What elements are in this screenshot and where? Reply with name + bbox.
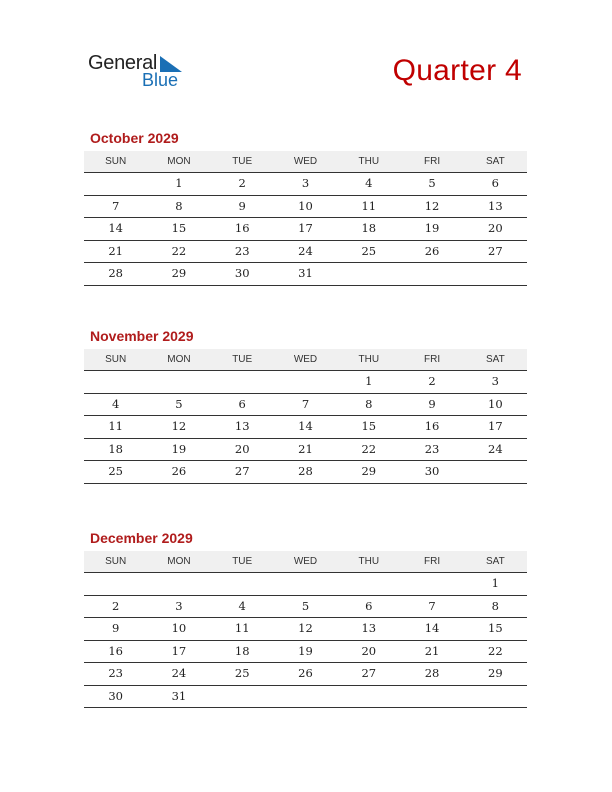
- day-cell: 26: [171, 464, 187, 478]
- day-cell: [274, 686, 337, 708]
- logo-word-blue: Blue: [142, 70, 179, 90]
- day-cell: 15: [361, 419, 377, 433]
- day-cell: [337, 263, 400, 285]
- day-cell: 1: [491, 576, 499, 590]
- day-cell: 14: [108, 221, 123, 235]
- weekday-label: THU: [358, 556, 380, 567]
- day-cell: 10: [298, 198, 313, 213]
- weekday-label: SUN: [105, 354, 127, 365]
- day-cell: [337, 573, 400, 595]
- day-cell: 23: [424, 441, 440, 456]
- day-cell: 30: [108, 688, 123, 703]
- weekday-label: FRI: [423, 156, 441, 167]
- day-cell: 11: [361, 198, 377, 213]
- week-row: [84, 618, 527, 641]
- day-cell: 16: [234, 221, 250, 235]
- day-cell: 26: [424, 243, 440, 258]
- day-cell: 30: [234, 266, 250, 280]
- day-cell: 7: [428, 598, 436, 613]
- day-cell: 13: [361, 621, 377, 635]
- weekday-label: MON: [167, 354, 191, 365]
- day-cell: 2: [238, 176, 246, 190]
- day-cell: 19: [298, 643, 313, 658]
- weekday-label: MON: [167, 556, 191, 567]
- day-cell: 9: [111, 621, 120, 635]
- week-row: [84, 439, 527, 462]
- week-row: [84, 196, 527, 219]
- day-cell: 20: [234, 441, 250, 456]
- day-cell: 10: [171, 621, 187, 635]
- day-cell: [337, 686, 400, 708]
- day-cell: 17: [171, 643, 187, 658]
- week-row: [84, 173, 527, 196]
- day-cell: 25: [234, 666, 250, 680]
- week-row: [84, 263, 527, 286]
- day-cell: 12: [424, 198, 440, 213]
- day-cell: 27: [361, 666, 377, 680]
- day-cell: 29: [171, 266, 187, 280]
- day-cell: [84, 573, 147, 595]
- day-cell: 25: [361, 243, 377, 258]
- day-cell: 3: [301, 176, 310, 190]
- day-cell: 7: [111, 198, 120, 213]
- day-cell: 13: [488, 198, 503, 213]
- day-cell: 1: [365, 374, 373, 388]
- day-cell: 31: [171, 688, 187, 703]
- day-cell: 22: [171, 243, 187, 258]
- day-cell: [211, 573, 274, 595]
- quarter-title: Quarter 4: [392, 54, 522, 87]
- weekday-label: SUN: [105, 556, 127, 567]
- day-cell: 4: [238, 598, 246, 613]
- weekday-label: WED: [293, 156, 318, 167]
- week-row: [84, 218, 527, 241]
- day-cell: 12: [171, 419, 187, 433]
- day-cell: [84, 173, 147, 195]
- week-row: [84, 241, 527, 264]
- weekday-label: SUN: [105, 156, 127, 167]
- day-cell: 30: [424, 464, 440, 478]
- day-cell: 6: [365, 598, 373, 613]
- day-cell: 18: [108, 441, 123, 456]
- day-cell: [84, 371, 147, 393]
- day-cell: 9: [428, 396, 436, 411]
- day-cell: 5: [175, 396, 183, 411]
- day-cell: [274, 371, 337, 393]
- weekday-label: THU: [358, 156, 380, 167]
- day-cell: 8: [175, 198, 183, 213]
- weekday-label: TUE: [232, 156, 253, 167]
- day-cell: [400, 573, 463, 595]
- day-cell: 27: [488, 243, 503, 258]
- day-cell: [274, 573, 337, 595]
- week-row: [84, 394, 527, 417]
- day-cell: 16: [108, 643, 123, 658]
- day-cell: 28: [108, 266, 123, 280]
- day-cell: 24: [171, 666, 187, 680]
- day-cell: 4: [111, 396, 120, 411]
- day-cell: 15: [488, 621, 503, 635]
- day-cell: 28: [424, 666, 440, 680]
- day-cell: 17: [488, 419, 503, 433]
- day-cell: [211, 371, 274, 393]
- day-cell: 22: [361, 441, 377, 456]
- day-cell: 6: [491, 176, 499, 190]
- day-cell: 3: [491, 374, 499, 388]
- day-cell: 29: [361, 464, 377, 478]
- day-cell: [211, 686, 274, 708]
- day-cell: [400, 263, 463, 285]
- weekday-header-row: [84, 551, 527, 573]
- week-row: [84, 663, 527, 686]
- day-cell: 29: [488, 666, 503, 680]
- logo-word-general: General: [88, 52, 158, 74]
- day-cell: 5: [428, 176, 436, 190]
- day-cell: [147, 573, 210, 595]
- day-cell: 8: [365, 396, 373, 411]
- day-cell: 18: [234, 643, 250, 658]
- month-title: December 2029: [90, 530, 193, 546]
- day-cell: [464, 263, 527, 285]
- day-cell: 11: [234, 621, 250, 635]
- generalblue-logo: [88, 52, 198, 92]
- day-cell: 16: [424, 419, 440, 433]
- week-row: [84, 461, 527, 484]
- weekday-label: FRI: [423, 556, 441, 567]
- day-cell: 7: [301, 396, 310, 411]
- weekday-header-row: [84, 349, 527, 371]
- day-cell: 20: [488, 221, 503, 235]
- day-cell: [147, 371, 210, 393]
- day-cell: 15: [171, 221, 187, 235]
- weekday-label: TUE: [232, 354, 253, 365]
- month-title: October 2029: [90, 130, 179, 146]
- day-cell: 19: [424, 221, 440, 235]
- week-row: [84, 416, 527, 439]
- day-cell: 23: [234, 243, 250, 258]
- weekday-label: WED: [293, 354, 318, 365]
- month-title: November 2029: [90, 328, 194, 344]
- day-cell: 9: [238, 198, 246, 213]
- day-cell: 1: [175, 176, 183, 190]
- day-cell: [464, 686, 527, 708]
- month-grid: [84, 151, 527, 286]
- day-cell: [464, 461, 527, 483]
- day-cell: 10: [488, 396, 503, 411]
- day-cell: 23: [108, 666, 123, 680]
- day-cell: 17: [298, 221, 313, 235]
- week-row: [84, 641, 527, 664]
- day-cell: 5: [301, 598, 310, 613]
- weekday-label: WED: [293, 556, 318, 567]
- day-cell: 20: [361, 643, 377, 658]
- day-cell: 19: [171, 441, 187, 456]
- weekday-header-row: [84, 151, 527, 173]
- month-grid: [84, 551, 527, 708]
- day-cell: 6: [238, 396, 246, 411]
- day-cell: [400, 686, 463, 708]
- week-row: [84, 596, 527, 619]
- day-cell: 21: [298, 441, 313, 456]
- day-cell: 27: [234, 464, 250, 478]
- weekday-label: SAT: [485, 156, 505, 167]
- weekday-label: SAT: [485, 556, 505, 567]
- day-cell: 31: [298, 266, 313, 280]
- month-december: [84, 529, 527, 708]
- week-row: [84, 573, 527, 596]
- day-cell: 21: [108, 243, 123, 258]
- day-cell: 2: [111, 598, 120, 613]
- day-cell: 12: [298, 621, 313, 635]
- day-cell: 4: [365, 176, 373, 190]
- weekday-label: TUE: [232, 556, 253, 567]
- day-cell: 2: [428, 374, 436, 388]
- month-october: [84, 129, 527, 286]
- day-cell: 24: [488, 441, 503, 456]
- day-cell: 28: [298, 464, 313, 478]
- day-cell: 18: [361, 221, 377, 235]
- day-cell: 21: [424, 643, 440, 658]
- week-row: [84, 371, 527, 394]
- day-cell: 11: [108, 419, 123, 433]
- day-cell: 8: [491, 598, 499, 613]
- day-cell: 14: [298, 419, 313, 433]
- month-grid: [84, 349, 527, 484]
- weekday-label: SAT: [485, 354, 505, 365]
- day-cell: 13: [234, 419, 250, 433]
- weekday-label: MON: [167, 156, 191, 167]
- week-row: [84, 686, 527, 709]
- day-cell: 14: [424, 621, 440, 635]
- weekday-label: THU: [358, 354, 380, 365]
- day-cell: 24: [298, 243, 313, 258]
- weekday-label: FRI: [423, 354, 441, 365]
- day-cell: 3: [175, 598, 183, 613]
- day-cell: 22: [488, 643, 503, 658]
- day-cell: 26: [298, 666, 313, 680]
- day-cell: 25: [108, 464, 123, 478]
- month-november: [84, 327, 527, 484]
